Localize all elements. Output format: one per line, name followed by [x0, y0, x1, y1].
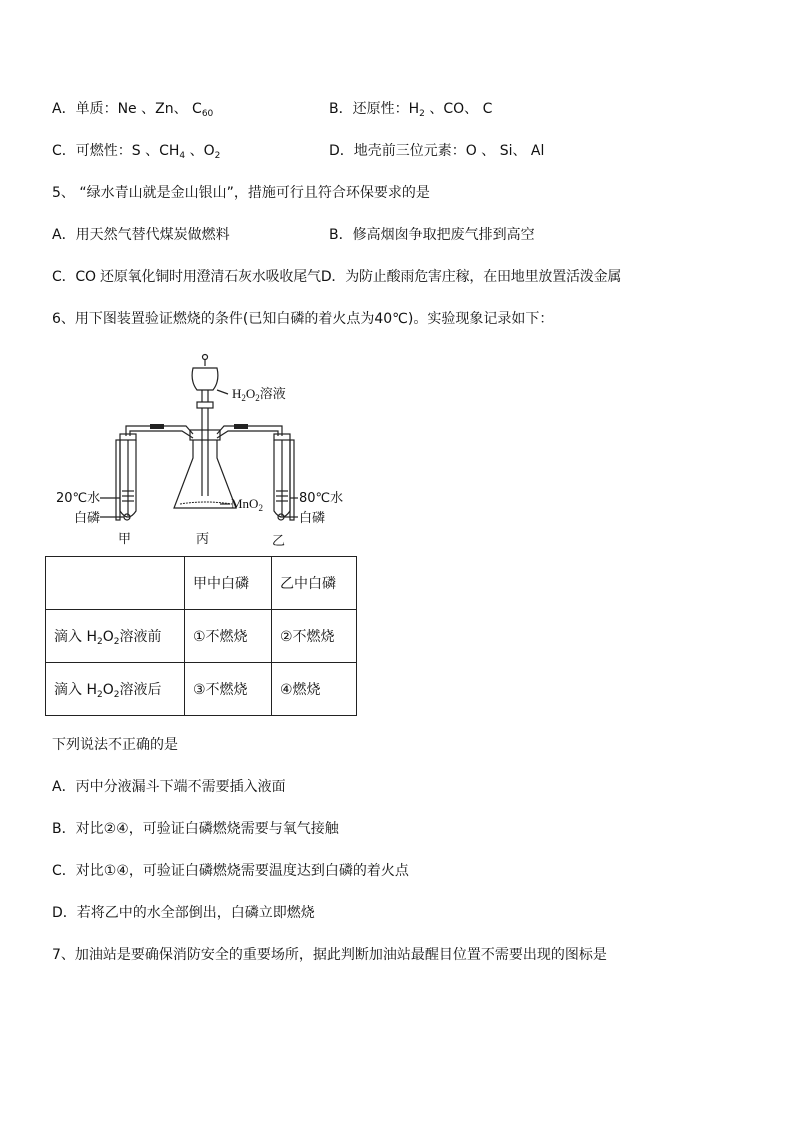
table-header-cell: 甲中白磷: [185, 557, 272, 610]
q6-option-d: D．若将乙中的水全部倒出，白磷立即燃烧: [52, 905, 315, 921]
q4-option-b-text: B．还原性：H: [329, 101, 420, 117]
subscript: 2: [96, 689, 103, 700]
tube-yi-label: 乙: [272, 534, 286, 549]
row-label-text: 滴入 H: [54, 628, 97, 645]
q4-option-a-text: A．单质：Ne 、Zn、 C: [52, 101, 202, 117]
table-cell: ②不燃烧: [272, 610, 357, 663]
subscript: 2: [113, 636, 120, 647]
q4-option-c-text: C．可燃性：S 、CH: [52, 143, 180, 159]
q4-option-c: [52, 141, 220, 166]
mno2-label: MnO$_2$: [231, 496, 263, 513]
q6-option-c: C．对比①④，可验证白磷燃烧需要温度达到白磷的着火点: [52, 863, 409, 879]
q4-option-a: [52, 99, 213, 124]
table-row: [46, 663, 357, 716]
funnel-stopcock: [197, 402, 213, 408]
funnel-bulb: [192, 368, 218, 390]
table-row: [46, 610, 357, 663]
row-label-text: 滴入 H: [54, 681, 97, 698]
left-water-label: 20℃水: [56, 491, 101, 506]
subscript: 2: [96, 636, 103, 647]
q6-ask: 下列说法不正确的是: [52, 737, 178, 753]
table-cell: ④燃烧: [272, 663, 357, 716]
q5-stem: 5、 “绿水青山就是金山银山”，措施可行且符合环保要求的是: [52, 185, 430, 201]
table-header-cell: 乙中白磷: [272, 557, 357, 610]
q6-option-b: B．对比②④，可验证白磷燃烧需要与氧气接触: [52, 821, 339, 837]
table-header-cell: [46, 557, 185, 610]
results-table: [45, 556, 357, 716]
subscript: 2: [419, 109, 425, 119]
table-cell: ①不燃烧: [185, 610, 272, 663]
subscript: 2: [214, 151, 221, 161]
table-row-label: [46, 663, 185, 716]
table-cell: ③不燃烧: [185, 663, 272, 716]
combustion-apparatus-diagram: [50, 346, 350, 551]
q6-stem: 6、用下图装置验证燃烧的条件(已知白磷的着火点为40℃)。实验现象记录如下：: [52, 311, 554, 327]
subscript: 2: [113, 689, 120, 700]
right-rubber-connector: [234, 424, 248, 429]
flask-stopper: [190, 430, 220, 440]
right-water-label: 80℃水: [299, 491, 344, 506]
q4-option-b-text-2: 、CO、 C: [424, 101, 493, 117]
flask-bing-label: 丙: [196, 532, 210, 547]
right-phosphorus-label: 白磷: [299, 511, 326, 526]
conical-flask: [174, 440, 236, 508]
q5-option-b: B．修高烟囱争取把废气排到高空: [329, 227, 535, 243]
left-tube-stopper: [120, 434, 136, 440]
subscript: 60: [201, 109, 214, 119]
q5-option-cd: C．CO 还原氧化铜时用澄清石灰水吸收尾气D．为防止酸雨危害庄稼，在田地里放置活泼金属: [52, 269, 622, 285]
q7-stem: 7、加油站是要确保消防安全的重要场所，据此判断加油站最醒目位置不需要出现的图标是: [52, 947, 607, 963]
row-label-text: 溶液前: [119, 628, 162, 645]
left-rubber-connector: [150, 424, 164, 429]
tube-jia-label: 甲: [118, 532, 132, 547]
row-label-text: O: [102, 681, 114, 698]
left-phosphorus-label: 白磷: [74, 511, 101, 526]
apparatus-lines: [100, 355, 298, 521]
row-label-text: O: [102, 628, 114, 645]
table-header-row: [46, 557, 357, 610]
funnel-stopper: [203, 355, 208, 360]
row-label-text: 溶液后: [119, 681, 162, 698]
q4-option-d: D．地壳前三位元素：O 、 Si、 Al: [329, 143, 545, 159]
q4-option-c-text-2: 、O: [185, 143, 215, 159]
h2o2-solution-label: $H_2O_2$溶液: [232, 386, 286, 403]
subscript: 4: [179, 151, 186, 161]
q5-option-a: A．用天然气替代煤炭做燃料: [52, 227, 230, 243]
q4-option-b: [329, 99, 492, 124]
q6-option-a: A．丙中分液漏斗下端不需要插入液面: [52, 779, 286, 795]
table-row-label: [46, 610, 185, 663]
